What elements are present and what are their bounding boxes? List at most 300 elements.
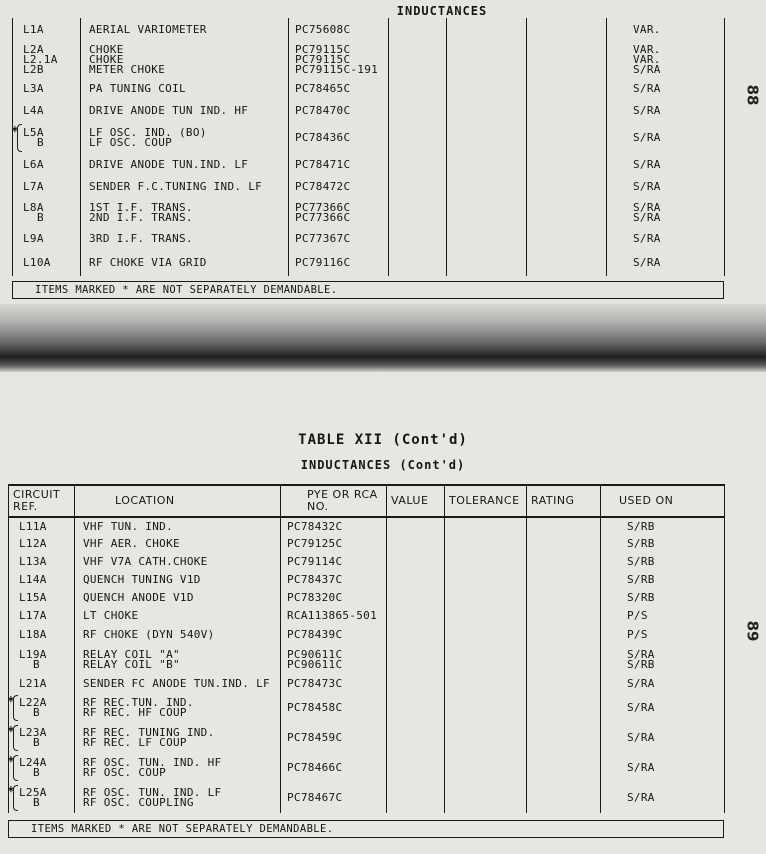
cell-used-on — [601, 693, 725, 723]
used-on-text: S/RA — [627, 791, 655, 804]
cell-part — [289, 100, 389, 122]
location-text: METER CHOKE — [89, 63, 166, 76]
cell-rating — [527, 783, 601, 813]
circuit-text: L21A — [19, 677, 47, 690]
not-demandable-marker: * — [7, 785, 16, 800]
cell-part — [281, 535, 387, 553]
cell-location — [75, 693, 281, 723]
used-on-text: S/RB — [627, 591, 655, 604]
cell-tolerance — [445, 589, 527, 607]
location-text: PA TUNING COIL — [89, 82, 186, 95]
cell-part — [281, 783, 387, 813]
circuit-text: B — [33, 766, 40, 779]
table-row — [9, 571, 725, 589]
cell-part — [281, 571, 387, 589]
cell-location — [75, 589, 281, 607]
table-row — [9, 723, 725, 753]
location-text: AERIAL VARIOMETER — [89, 23, 207, 36]
part-text: PC78473C — [287, 677, 343, 690]
used-on-text: VAR. — [633, 23, 661, 36]
cell-rating — [527, 571, 601, 589]
cell-value — [389, 18, 447, 42]
location-text: RF REC.TUN. IND. — [83, 696, 194, 709]
cell-location — [75, 645, 281, 675]
circuit-text: L7A — [23, 180, 44, 193]
cell-tolerance — [447, 122, 527, 154]
cell-part — [289, 176, 389, 198]
cell-circuit — [13, 154, 81, 176]
cell-value — [387, 693, 445, 723]
cell-used-on — [607, 100, 725, 122]
header-value: VALUE — [387, 485, 445, 517]
circuit-text: B — [33, 706, 40, 719]
cell-part — [281, 693, 387, 723]
header-rating: RATING — [527, 485, 601, 517]
part-text: PC78320C — [287, 591, 343, 604]
used-on-text: VAR. — [633, 43, 661, 56]
cell-tolerance — [445, 607, 527, 625]
cell-rating — [527, 753, 601, 783]
header-tolerance: TOLERANCE — [445, 485, 527, 517]
cell-rating — [527, 517, 601, 535]
table-row — [9, 645, 725, 675]
table-row — [13, 42, 725, 78]
cell-part — [281, 607, 387, 625]
header-location: LOCATION — [75, 485, 281, 517]
top-inductance-table — [12, 18, 725, 276]
cell-circuit — [9, 517, 75, 535]
part-text: PC78471C — [295, 158, 351, 171]
location-text: RF CHOKE (DYN 540V) — [83, 628, 215, 641]
cell-circuit — [13, 198, 81, 228]
cell-rating — [527, 675, 601, 693]
circuit-text: L24A — [19, 756, 47, 769]
cell-tolerance — [447, 250, 527, 276]
used-on-text: S/RA — [633, 104, 661, 117]
cell-tolerance — [447, 18, 527, 42]
used-on-text: S/RA — [627, 648, 655, 661]
cell-tolerance — [447, 78, 527, 100]
cell-circuit — [13, 100, 81, 122]
cell-part — [289, 18, 389, 42]
cell-location — [81, 78, 289, 100]
cell-rating — [527, 78, 607, 100]
table-row — [9, 693, 725, 723]
cell-rating — [527, 625, 601, 645]
cell-tolerance — [447, 198, 527, 228]
table-row — [13, 154, 725, 176]
table-row — [9, 753, 725, 783]
cell-value — [387, 645, 445, 675]
cell-used-on — [601, 607, 725, 625]
cell-circuit — [9, 753, 75, 783]
location-text: SENDER FC ANODE TUN.IND. LF — [83, 677, 270, 690]
cell-rating — [527, 250, 607, 276]
cell-circuit — [9, 607, 75, 625]
table-row — [9, 589, 725, 607]
cell-part — [289, 122, 389, 154]
cell-tolerance — [447, 42, 527, 78]
location-text: CHOKE — [89, 43, 124, 56]
bottom-footer-note: ITEMS MARKED * ARE NOT SEPARATELY DEMANDABLE. — [8, 820, 724, 838]
part-text: PC75608C — [295, 23, 351, 36]
page-number-89: 89 — [743, 620, 762, 642]
circuit-text: L22A — [19, 696, 47, 709]
location-text: RF OSC. COUP — [83, 766, 167, 779]
location-text: VHF V7A CATH.CHOKE — [83, 555, 208, 568]
circuit-text: L13A — [19, 555, 47, 568]
used-on-text: S/RA — [633, 256, 661, 269]
used-on-text: S/RA — [633, 158, 661, 171]
cell-location — [75, 535, 281, 553]
cell-circuit — [9, 693, 75, 723]
cell-rating — [527, 607, 601, 625]
location-text: RF REC. HF COUP — [83, 706, 187, 719]
part-text: PC78458C — [287, 701, 343, 714]
location-text: SENDER F.C.TUNING IND. LF — [89, 180, 263, 193]
cell-location — [75, 723, 281, 753]
part-text: PC79116C — [295, 256, 351, 269]
page-89 — [0, 372, 766, 854]
used-on-text: S/RA — [633, 201, 661, 214]
location-text: VHF AER. CHOKE — [83, 537, 180, 550]
used-on-text: S/RA — [633, 131, 661, 144]
cell-part — [289, 250, 389, 276]
circuit-text: L23A — [19, 726, 47, 739]
cell-rating — [527, 693, 601, 723]
cell-part — [281, 625, 387, 645]
part-text: PC79115C-191 — [295, 63, 379, 76]
location-text: 1ST I.F. TRANS. — [89, 201, 193, 214]
circuit-text: L17A — [19, 609, 47, 622]
cell-circuit — [9, 723, 75, 753]
used-on-text: S/RA — [627, 677, 655, 690]
cell-location — [81, 176, 289, 198]
part-text: PC79115C — [295, 53, 351, 66]
circuit-text: L2B — [23, 63, 44, 76]
top-table-heading: INDUCTANCES — [396, 4, 488, 18]
grouping-brace — [17, 124, 22, 152]
circuit-text: L11A — [19, 519, 47, 533]
used-on-text: S/RA — [627, 731, 655, 744]
cell-location — [75, 553, 281, 571]
table-row — [13, 100, 725, 122]
cell-part — [281, 553, 387, 571]
part-text: PC78459C — [287, 731, 343, 744]
cell-part — [281, 675, 387, 693]
circuit-text: B — [33, 658, 40, 671]
table-row — [13, 122, 725, 154]
table-row — [13, 18, 725, 42]
part-text: PC78472C — [295, 180, 351, 193]
table-row — [13, 228, 725, 250]
part-text: PC78432C — [287, 519, 343, 533]
circuit-text: L2.1A — [23, 53, 58, 66]
circuit-text: L10A — [23, 256, 51, 269]
cell-used-on — [607, 78, 725, 100]
grouping-brace — [13, 755, 18, 781]
location-text: DRIVE ANODE TUN.IND. LF — [89, 158, 249, 171]
table-title: TABLE XII (Cont'd) — [298, 432, 468, 448]
circuit-text: L3A — [23, 82, 44, 95]
cell-used-on — [601, 553, 725, 571]
used-on-text: P/S — [627, 609, 648, 622]
location-text: RF CHOKE VIA GRID — [89, 256, 207, 269]
cell-value — [389, 42, 447, 78]
part-text: PC79114C — [287, 555, 343, 568]
location-text: 2ND I.F. TRANS. — [89, 211, 193, 224]
table-row — [9, 607, 725, 625]
table-header-row — [9, 485, 725, 517]
cell-tolerance — [445, 535, 527, 553]
cell-value — [389, 154, 447, 176]
part-text: PC90611C — [287, 648, 343, 661]
location-text: DRIVE ANODE TUN IND. HF — [89, 104, 249, 117]
used-on-text: P/S — [627, 628, 648, 641]
cell-part — [281, 753, 387, 783]
cell-part — [281, 645, 387, 675]
cell-rating — [527, 176, 607, 198]
table-row — [9, 625, 725, 645]
cell-tolerance — [445, 723, 527, 753]
cell-value — [389, 78, 447, 100]
cell-rating — [527, 42, 607, 78]
cell-part — [289, 198, 389, 228]
cell-used-on — [607, 228, 725, 250]
circuit-text: L25A — [19, 786, 47, 799]
location-text: QUENCH TUNING V1D — [83, 573, 201, 586]
cell-rating — [527, 723, 601, 753]
cell-circuit — [9, 553, 75, 571]
cell-rating — [527, 553, 601, 571]
location-text: LF OSC. IND. (BO) — [89, 126, 207, 139]
part-text: PC78470C — [295, 104, 351, 117]
cell-tolerance — [445, 753, 527, 783]
cell-part — [289, 154, 389, 176]
circuit-text: L19A — [19, 648, 47, 661]
part-text: PC78437C — [287, 573, 343, 586]
table-row — [9, 675, 725, 693]
page-number-88: 88 — [743, 84, 762, 106]
cell-tolerance — [445, 645, 527, 675]
part-text: PC78436C — [295, 131, 351, 144]
location-text: RF OSC. COUPLING — [83, 796, 194, 809]
cell-value — [387, 535, 445, 553]
cell-rating — [527, 100, 607, 122]
location-text: RF OSC. TUN. IND. HF — [83, 756, 222, 769]
cell-tolerance — [447, 228, 527, 250]
circuit-text: L14A — [19, 573, 47, 586]
table-subtitle: INDUCTANCES (Cont'd) — [300, 458, 466, 472]
cell-used-on — [607, 154, 725, 176]
table-row — [13, 198, 725, 228]
cell-location — [81, 18, 289, 42]
cell-tolerance — [447, 154, 527, 176]
used-on-text: S/RA — [633, 63, 661, 76]
circuit-text: L2A — [23, 43, 44, 56]
cell-part — [289, 78, 389, 100]
not-demandable-marker: * — [7, 695, 16, 710]
top-footer-note: ITEMS MARKED * ARE NOT SEPARATELY DEMANDABLE. — [12, 281, 724, 299]
table-row — [9, 535, 725, 553]
cell-circuit — [9, 675, 75, 693]
part-text: PC77366C — [295, 201, 351, 214]
cell-used-on — [607, 176, 725, 198]
cell-tolerance — [445, 517, 527, 535]
cell-part — [281, 723, 387, 753]
cell-location — [81, 154, 289, 176]
circuit-text: L8A — [23, 201, 44, 214]
cell-circuit — [13, 78, 81, 100]
used-on-text: S/RB — [627, 537, 655, 550]
cell-location — [81, 198, 289, 228]
cell-circuit — [13, 176, 81, 198]
cell-value — [389, 198, 447, 228]
cell-tolerance — [445, 783, 527, 813]
not-demandable-marker: * — [11, 125, 20, 140]
used-on-text: S/RA — [627, 701, 655, 714]
bottom-inductance-table — [8, 484, 725, 813]
cell-used-on — [601, 625, 725, 645]
cell-value — [387, 625, 445, 645]
used-on-text: S/RB — [627, 573, 655, 586]
cell-used-on — [601, 783, 725, 813]
grouping-brace — [13, 785, 18, 811]
location-text: RF REC. LF COUP — [83, 736, 187, 749]
part-text: PC77366C — [295, 211, 351, 224]
cell-used-on — [607, 198, 725, 228]
cell-used-on — [601, 723, 725, 753]
cell-circuit — [9, 535, 75, 553]
cell-tolerance — [445, 553, 527, 571]
cell-rating — [527, 535, 601, 553]
cell-value — [389, 228, 447, 250]
circuit-text: L5A — [23, 126, 44, 139]
cell-rating — [527, 122, 607, 154]
cell-location — [75, 625, 281, 645]
circuit-text: L1A — [23, 23, 44, 36]
table-row — [9, 553, 725, 571]
location-text: RELAY COIL "A" — [83, 648, 180, 661]
circuit-text: B — [33, 736, 40, 749]
used-on-text: S/RB — [627, 555, 655, 568]
location-text: 3RD I.F. TRANS. — [89, 232, 193, 245]
cell-value — [387, 517, 445, 535]
cell-circuit — [13, 250, 81, 276]
cell-used-on — [607, 250, 725, 276]
cell-value — [389, 176, 447, 198]
cell-location — [75, 783, 281, 813]
cell-part — [289, 228, 389, 250]
cell-used-on — [601, 589, 725, 607]
page-88 — [0, 0, 766, 304]
location-text: VHF TUN. IND. — [83, 519, 173, 533]
cell-location — [75, 571, 281, 589]
cell-tolerance — [445, 571, 527, 589]
cell-tolerance — [445, 675, 527, 693]
cell-tolerance — [445, 625, 527, 645]
cell-rating — [527, 589, 601, 607]
cell-used-on — [607, 122, 725, 154]
location-text: CHOKE — [89, 53, 124, 66]
part-text: PC90611C — [287, 658, 343, 671]
part-text: PC78465C — [295, 82, 351, 95]
cell-value — [389, 122, 447, 154]
cell-location — [81, 100, 289, 122]
cell-value — [387, 675, 445, 693]
cell-location — [81, 122, 289, 154]
used-on-text: S/RA — [633, 180, 661, 193]
cell-location — [81, 250, 289, 276]
cell-part — [281, 589, 387, 607]
used-on-text: S/RB — [627, 658, 655, 671]
cell-rating — [527, 645, 601, 675]
cell-location — [81, 228, 289, 250]
cell-rating — [527, 154, 607, 176]
circuit-text: B — [37, 211, 44, 224]
cell-used-on — [607, 18, 725, 42]
cell-value — [387, 571, 445, 589]
header-circuit: CIRCUIT REF. — [9, 485, 75, 517]
cell-value — [387, 753, 445, 783]
table-row — [13, 78, 725, 100]
circuit-text: L15A — [19, 591, 47, 604]
cell-rating — [527, 198, 607, 228]
cell-location — [75, 517, 281, 535]
not-demandable-marker: * — [7, 725, 16, 740]
used-on-text: S/RA — [633, 82, 661, 95]
cell-rating — [527, 228, 607, 250]
header-part: PYE OR RCA NO. — [281, 485, 387, 517]
circuit-text: B — [37, 136, 44, 149]
cell-value — [389, 250, 447, 276]
cell-used-on — [607, 42, 725, 78]
cell-circuit — [13, 18, 81, 42]
used-on-text: S/RB — [627, 519, 655, 533]
cell-value — [389, 100, 447, 122]
cell-circuit — [9, 645, 75, 675]
cell-location — [75, 607, 281, 625]
used-on-text: S/RA — [633, 211, 661, 224]
cell-location — [81, 42, 289, 78]
cell-used-on — [601, 517, 725, 535]
circuit-text: L6A — [23, 158, 44, 171]
cell-used-on — [601, 675, 725, 693]
cell-value — [387, 607, 445, 625]
location-text: RF REC. TUNING IND. — [83, 726, 215, 739]
table-row — [9, 517, 725, 535]
page-fold-shadow — [0, 304, 766, 372]
cell-used-on — [601, 645, 725, 675]
cell-location — [75, 675, 281, 693]
part-text: PC79115C — [295, 43, 351, 56]
part-text: PC78439C — [287, 628, 343, 641]
cell-tolerance — [447, 100, 527, 122]
cell-value — [387, 783, 445, 813]
cell-value — [387, 589, 445, 607]
cell-location — [75, 753, 281, 783]
circuit-text: L9A — [23, 232, 44, 245]
table-row — [13, 176, 725, 198]
circuit-text: L18A — [19, 628, 47, 641]
cell-tolerance — [447, 176, 527, 198]
part-text: PC78466C — [287, 761, 343, 774]
cell-used-on — [601, 535, 725, 553]
location-text: LT CHOKE — [83, 609, 139, 622]
cell-circuit — [13, 122, 81, 154]
cell-value — [387, 553, 445, 571]
location-text: QUENCH ANODE V1D — [83, 591, 194, 604]
